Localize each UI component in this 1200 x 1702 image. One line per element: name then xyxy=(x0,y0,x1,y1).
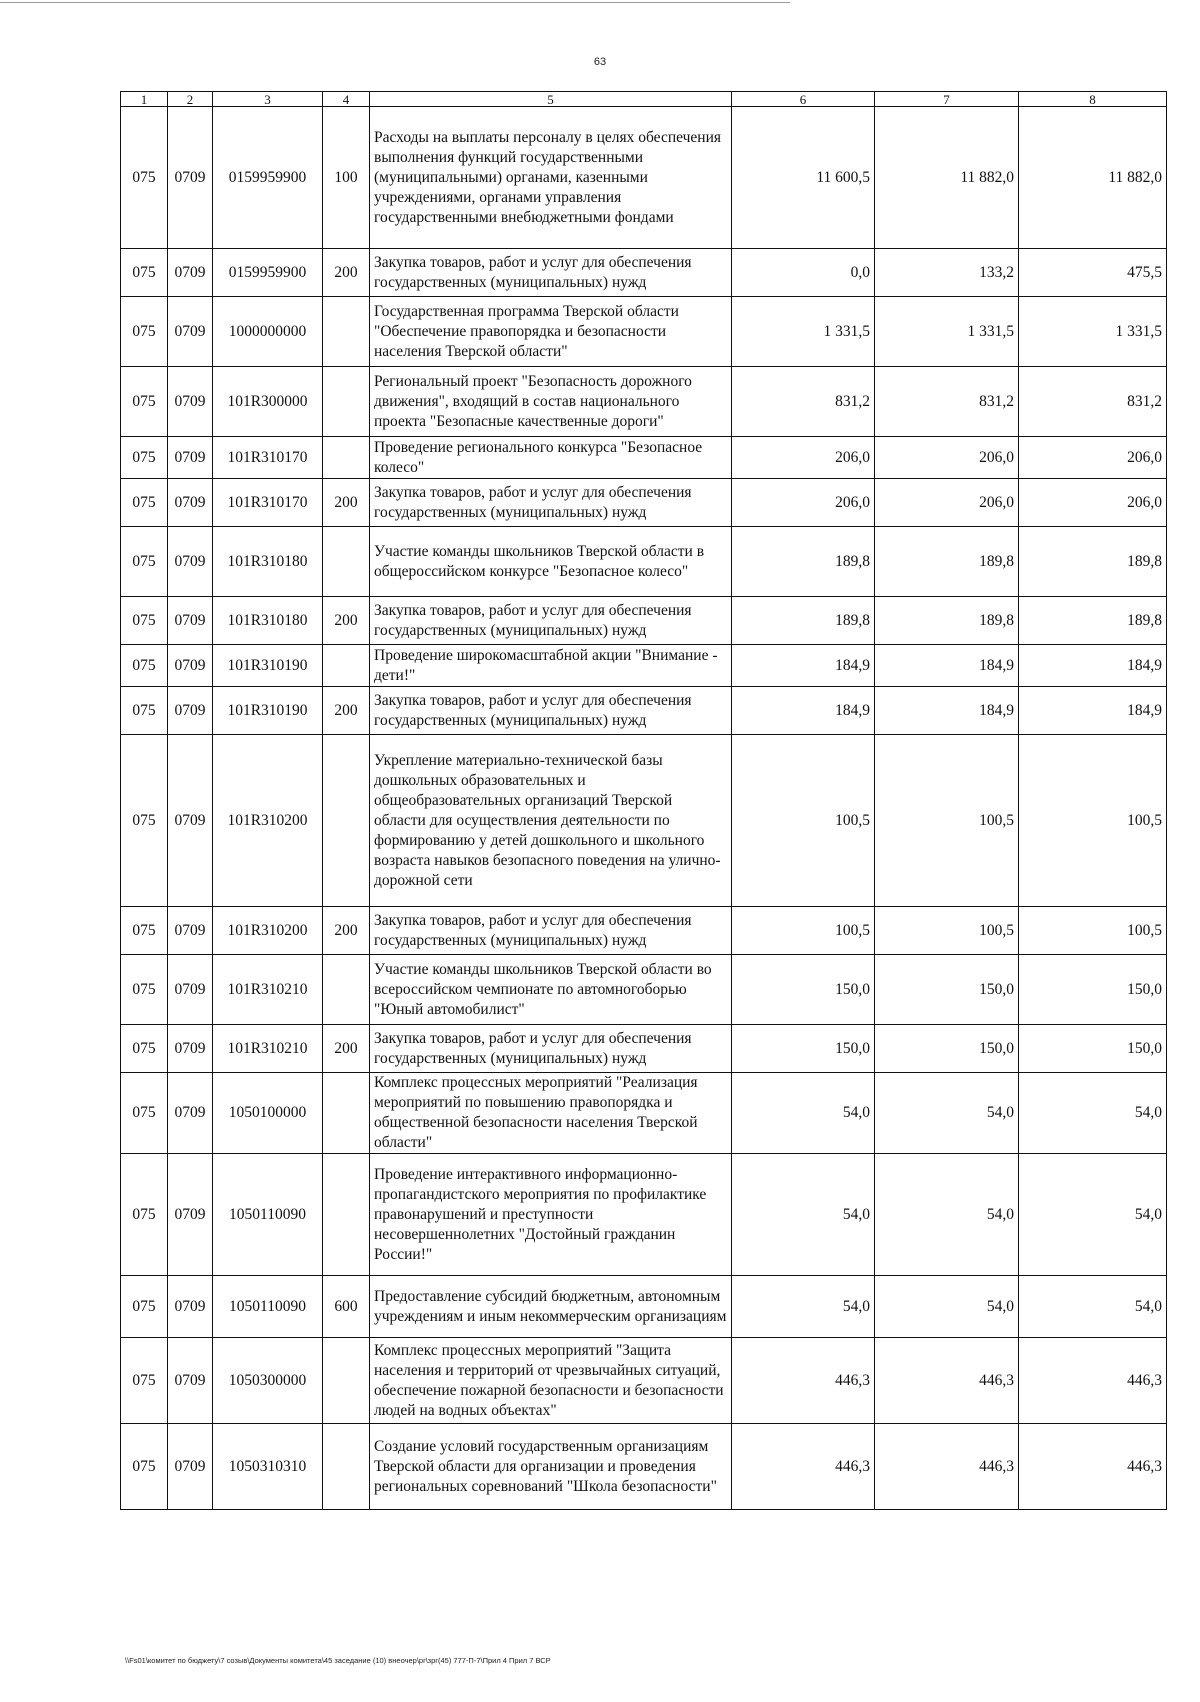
cell-dept-code: 075 xyxy=(121,955,168,1025)
cell-amount-2025: 206,0 xyxy=(875,437,1019,479)
cell-section-code: 0709 xyxy=(168,1073,213,1154)
table-row xyxy=(121,1154,1167,1276)
cell-item-name: Предоставление субсидий бюджетным, автономным учреждениям и иным некоммерческим организациям xyxy=(370,1276,732,1338)
table-row xyxy=(121,1424,1167,1510)
cell-target-code: 101R300000 xyxy=(213,367,323,437)
cell-amount-2024: 100,5 xyxy=(732,735,875,907)
header-row xyxy=(121,92,1167,107)
cell-section-code: 0709 xyxy=(168,297,213,367)
cell-amount-2024: 11 600,5 xyxy=(732,107,875,249)
cell-target-code: 101R310190 xyxy=(213,645,323,687)
cell-target-code: 101R310170 xyxy=(213,437,323,479)
cell-amount-2024: 150,0 xyxy=(732,1025,875,1073)
cell-item-name: Участие команды школьников Тверской области в общероссийском конкурсе "Безопасное колесо" xyxy=(370,527,732,597)
cell-expense-type: 100 xyxy=(323,107,370,249)
cell-amount-2025: 150,0 xyxy=(875,955,1019,1025)
header-col-8: 8 xyxy=(1019,92,1167,107)
table-row xyxy=(121,907,1167,955)
cell-dept-code: 075 xyxy=(121,735,168,907)
cell-item-name: Расходы на выплаты персоналу в целях обеспечения выполнения функций государственными (муниципальными) органами, казенными учреждениями, органами управления государственными внебюджетными фондами xyxy=(370,107,732,249)
table-row xyxy=(121,735,1167,907)
cell-dept-code: 075 xyxy=(121,527,168,597)
cell-amount-2024: 1 331,5 xyxy=(732,297,875,367)
cell-dept-code: 075 xyxy=(121,1073,168,1154)
cell-target-code: 1050300000 xyxy=(213,1338,323,1424)
cell-item-name: Проведение широкомасштабной акции "Внимание - дети!" xyxy=(370,645,732,687)
cell-expense-type: 200 xyxy=(323,1025,370,1073)
table-row xyxy=(121,645,1167,687)
cell-section-code: 0709 xyxy=(168,645,213,687)
cell-item-name: Закупка товаров, работ и услуг для обеспечения государственных (муниципальных) нужд xyxy=(370,907,732,955)
header-col-4: 4 xyxy=(323,92,370,107)
cell-section-code: 0709 xyxy=(168,687,213,735)
cell-section-code: 0709 xyxy=(168,735,213,907)
header-col-1: 1 xyxy=(121,92,168,107)
footer-file-path: \\Fs01\комитет по бюджету\7 созыв\Документы комитета\45 заседание (10) внеочер\pr\зрг(45) 777-П-7\Прил 4 Прил 7 ВСР xyxy=(125,1656,551,1665)
cell-amount-2025: 54,0 xyxy=(875,1276,1019,1338)
cell-target-code: 101R310180 xyxy=(213,527,323,597)
cell-target-code: 101R310190 xyxy=(213,687,323,735)
cell-expense-type: 200 xyxy=(323,479,370,527)
cell-target-code: 1050110090 xyxy=(213,1276,323,1338)
cell-dept-code: 075 xyxy=(121,479,168,527)
cell-section-code: 0709 xyxy=(168,437,213,479)
cell-target-code: 1000000000 xyxy=(213,297,323,367)
cell-amount-2026: 54,0 xyxy=(1019,1276,1167,1338)
cell-amount-2025: 1 331,5 xyxy=(875,297,1019,367)
cell-amount-2026: 184,9 xyxy=(1019,687,1167,735)
cell-item-name: Комплекс процессных мероприятий "Защита населения и территорий от чрезвычайных ситуаций, обеспечение пожарной безопасности и безопасности людей на водных объектах" xyxy=(370,1338,732,1424)
cell-amount-2026: 184,9 xyxy=(1019,645,1167,687)
cell-target-code: 101R310200 xyxy=(213,907,323,955)
cell-amount-2026: 150,0 xyxy=(1019,955,1167,1025)
cell-amount-2024: 206,0 xyxy=(732,437,875,479)
cell-amount-2025: 54,0 xyxy=(875,1154,1019,1276)
table-row xyxy=(121,687,1167,735)
cell-amount-2025: 11 882,0 xyxy=(875,107,1019,249)
table-row xyxy=(121,107,1167,249)
cell-section-code: 0709 xyxy=(168,107,213,249)
cell-amount-2024: 446,3 xyxy=(732,1424,875,1510)
cell-item-name: Укрепление материально-технической базы дошкольных образовательных и общеобразовательных организаций Тверской области для осуществления деятельности по формированию у детей дошкольного и школьного возраста навыков безопасного поведения на улично-дорожной сети xyxy=(370,735,732,907)
cell-amount-2025: 133,2 xyxy=(875,249,1019,297)
cell-section-code: 0709 xyxy=(168,249,213,297)
cell-amount-2025: 54,0 xyxy=(875,1073,1019,1154)
cell-amount-2026: 206,0 xyxy=(1019,479,1167,527)
cell-item-name: Участие команды школьников Тверской области во всероссийском чемпионате по автомногоборью "Юный автомобилист" xyxy=(370,955,732,1025)
cell-dept-code: 075 xyxy=(121,1276,168,1338)
cell-item-name: Региональный проект "Безопасность дорожного движения", входящий в состав национального проекта "Безопасные качественные дороги" xyxy=(370,367,732,437)
cell-item-name: Закупка товаров, работ и услуг для обеспечения государственных (муниципальных) нужд xyxy=(370,249,732,297)
table-row xyxy=(121,1025,1167,1073)
cell-dept-code: 075 xyxy=(121,687,168,735)
cell-expense-type xyxy=(323,645,370,687)
cell-dept-code: 075 xyxy=(121,1424,168,1510)
table-row xyxy=(121,1338,1167,1424)
page-number: 63 xyxy=(593,56,607,68)
cell-dept-code: 075 xyxy=(121,1025,168,1073)
cell-amount-2024: 150,0 xyxy=(732,955,875,1025)
cell-dept-code: 075 xyxy=(121,437,168,479)
cell-amount-2024: 189,8 xyxy=(732,527,875,597)
cell-amount-2025: 831,2 xyxy=(875,367,1019,437)
table-row xyxy=(121,367,1167,437)
cell-expense-type xyxy=(323,955,370,1025)
cell-item-name: Закупка товаров, работ и услуг для обеспечения государственных (муниципальных) нужд xyxy=(370,687,732,735)
table-row xyxy=(121,297,1167,367)
cell-dept-code: 075 xyxy=(121,907,168,955)
cell-dept-code: 075 xyxy=(121,1154,168,1276)
cell-section-code: 0709 xyxy=(168,1338,213,1424)
cell-section-code: 0709 xyxy=(168,527,213,597)
table-row xyxy=(121,437,1167,479)
cell-amount-2024: 446,3 xyxy=(732,1338,875,1424)
cell-expense-type xyxy=(323,367,370,437)
top-rule xyxy=(0,2,790,3)
table-row xyxy=(121,527,1167,597)
header-col-6: 6 xyxy=(732,92,875,107)
cell-target-code: 101R310200 xyxy=(213,735,323,907)
cell-target-code: 0159959900 xyxy=(213,249,323,297)
cell-section-code: 0709 xyxy=(168,1154,213,1276)
cell-section-code: 0709 xyxy=(168,1025,213,1073)
cell-section-code: 0709 xyxy=(168,955,213,1025)
cell-target-code: 101R310180 xyxy=(213,597,323,645)
cell-expense-type xyxy=(323,297,370,367)
cell-amount-2025: 446,3 xyxy=(875,1338,1019,1424)
cell-dept-code: 075 xyxy=(121,297,168,367)
cell-section-code: 0709 xyxy=(168,367,213,437)
cell-expense-type xyxy=(323,437,370,479)
cell-amount-2026: 100,5 xyxy=(1019,907,1167,955)
cell-item-name: Комплекс процессных мероприятий "Реализация мероприятий по повышению правопорядка и общественной безопасности населения Тверской области" xyxy=(370,1073,732,1154)
cell-amount-2024: 184,9 xyxy=(732,687,875,735)
cell-amount-2026: 100,5 xyxy=(1019,735,1167,907)
cell-expense-type xyxy=(323,1424,370,1510)
cell-amount-2024: 54,0 xyxy=(732,1276,875,1338)
cell-target-code: 101R310210 xyxy=(213,1025,323,1073)
cell-dept-code: 075 xyxy=(121,107,168,249)
cell-item-name: Государственная программа Тверской области "Обеспечение правопорядка и безопасности населения Тверской области" xyxy=(370,297,732,367)
cell-dept-code: 075 xyxy=(121,249,168,297)
cell-section-code: 0709 xyxy=(168,907,213,955)
cell-section-code: 0709 xyxy=(168,597,213,645)
cell-item-name: Создание условий государственным организациям Тверской области для организации и проведения региональных соревнований "Школа безопасности" xyxy=(370,1424,732,1510)
cell-amount-2024: 189,8 xyxy=(732,597,875,645)
cell-amount-2025: 184,9 xyxy=(875,687,1019,735)
cell-amount-2024: 831,2 xyxy=(732,367,875,437)
cell-item-name: Закупка товаров, работ и услуг для обеспечения государственных (муниципальных) нужд xyxy=(370,479,732,527)
table-row xyxy=(121,1276,1167,1338)
cell-expense-type xyxy=(323,1338,370,1424)
header-col-3: 3 xyxy=(213,92,323,107)
cell-expense-type: 200 xyxy=(323,687,370,735)
cell-amount-2024: 206,0 xyxy=(732,479,875,527)
cell-amount-2025: 189,8 xyxy=(875,527,1019,597)
cell-item-name: Проведение интерактивного информационно-пропагандистского мероприятия по профилактике правонарушений и преступности несовершеннолетних "Достойный гражданин России!" xyxy=(370,1154,732,1276)
cell-amount-2026: 189,8 xyxy=(1019,527,1167,597)
cell-target-code: 1050100000 xyxy=(213,1073,323,1154)
cell-expense-type xyxy=(323,527,370,597)
cell-item-name: Закупка товаров, работ и услуг для обеспечения государственных (муниципальных) нужд xyxy=(370,597,732,645)
cell-amount-2026: 446,3 xyxy=(1019,1338,1167,1424)
cell-amount-2026: 475,5 xyxy=(1019,249,1167,297)
cell-target-code: 1050110090 xyxy=(213,1154,323,1276)
cell-amount-2026: 206,0 xyxy=(1019,437,1167,479)
cell-expense-type: 600 xyxy=(323,1276,370,1338)
cell-amount-2025: 446,3 xyxy=(875,1424,1019,1510)
cell-expense-type: 200 xyxy=(323,597,370,645)
cell-item-name: Проведение регионального конкурса "Безопасное колесо" xyxy=(370,437,732,479)
header-col-7: 7 xyxy=(875,92,1019,107)
cell-amount-2025: 189,8 xyxy=(875,597,1019,645)
cell-amount-2024: 54,0 xyxy=(732,1073,875,1154)
cell-dept-code: 075 xyxy=(121,1338,168,1424)
cell-dept-code: 075 xyxy=(121,597,168,645)
cell-amount-2026: 446,3 xyxy=(1019,1424,1167,1510)
cell-expense-type: 200 xyxy=(323,249,370,297)
table-row xyxy=(121,955,1167,1025)
table-row xyxy=(121,597,1167,645)
cell-amount-2026: 54,0 xyxy=(1019,1073,1167,1154)
cell-amount-2024: 54,0 xyxy=(732,1154,875,1276)
cell-amount-2025: 206,0 xyxy=(875,479,1019,527)
cell-expense-type xyxy=(323,735,370,907)
cell-target-code: 101R310210 xyxy=(213,955,323,1025)
cell-amount-2025: 184,9 xyxy=(875,645,1019,687)
cell-amount-2025: 150,0 xyxy=(875,1025,1019,1073)
budget-table xyxy=(120,91,1167,1510)
cell-target-code: 101R310170 xyxy=(213,479,323,527)
cell-amount-2024: 0,0 xyxy=(732,249,875,297)
header-col-5: 5 xyxy=(370,92,732,107)
cell-expense-type xyxy=(323,1154,370,1276)
cell-amount-2026: 1 331,5 xyxy=(1019,297,1167,367)
cell-amount-2024: 184,9 xyxy=(732,645,875,687)
table-row xyxy=(121,479,1167,527)
cell-target-code: 0159959900 xyxy=(213,107,323,249)
cell-dept-code: 075 xyxy=(121,645,168,687)
cell-section-code: 0709 xyxy=(168,1276,213,1338)
cell-amount-2026: 150,0 xyxy=(1019,1025,1167,1073)
table-row xyxy=(121,249,1167,297)
cell-amount-2026: 11 882,0 xyxy=(1019,107,1167,249)
table-row xyxy=(121,1073,1167,1154)
cell-amount-2024: 100,5 xyxy=(732,907,875,955)
cell-amount-2025: 100,5 xyxy=(875,735,1019,907)
cell-amount-2025: 100,5 xyxy=(875,907,1019,955)
cell-dept-code: 075 xyxy=(121,367,168,437)
header-col-2: 2 xyxy=(168,92,213,107)
cell-expense-type: 200 xyxy=(323,907,370,955)
cell-expense-type xyxy=(323,1073,370,1154)
cell-item-name: Закупка товаров, работ и услуг для обеспечения государственных (муниципальных) нужд xyxy=(370,1025,732,1073)
cell-target-code: 1050310310 xyxy=(213,1424,323,1510)
cell-amount-2026: 189,8 xyxy=(1019,597,1167,645)
cell-section-code: 0709 xyxy=(168,479,213,527)
cell-amount-2026: 831,2 xyxy=(1019,367,1167,437)
cell-section-code: 0709 xyxy=(168,1424,213,1510)
cell-amount-2026: 54,0 xyxy=(1019,1154,1167,1276)
